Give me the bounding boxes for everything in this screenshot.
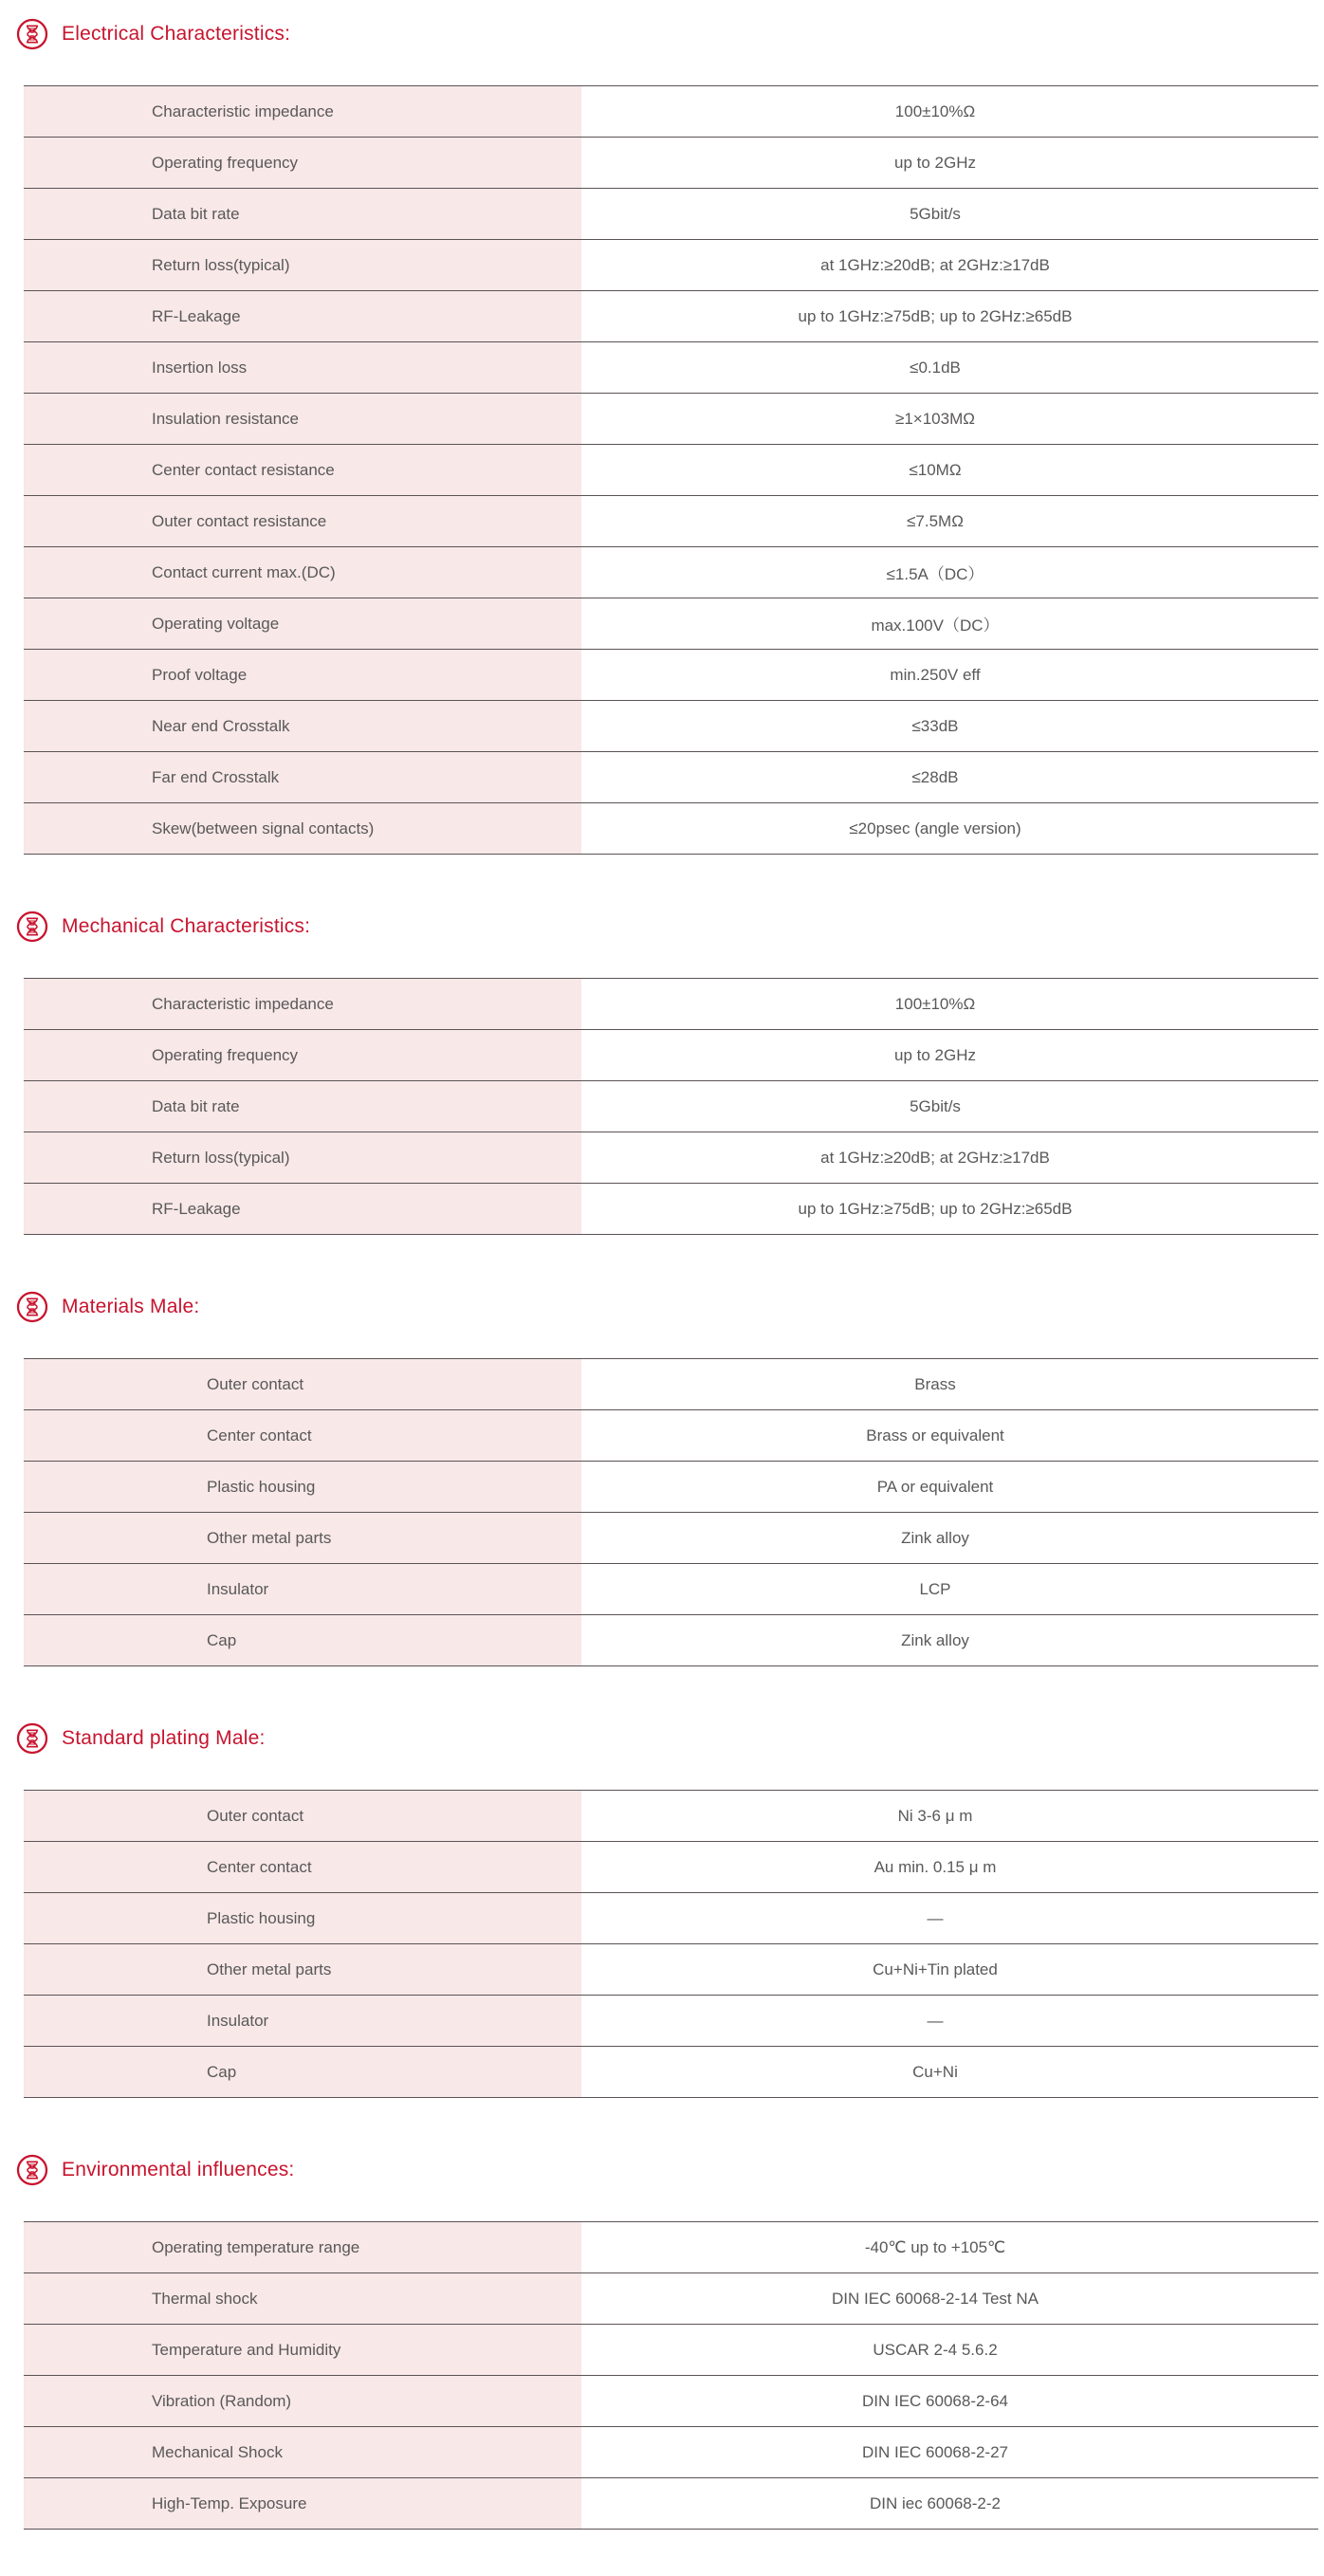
row-value: USCAR 2-4 5.6.2: [581, 2325, 1318, 2376]
row-value: —: [581, 1996, 1318, 2047]
row-label: Insertion loss: [24, 342, 581, 394]
table-row: [24, 1184, 1318, 1235]
section-title: Electrical Characteristics:: [62, 23, 291, 45]
table-row: [24, 2427, 1318, 2478]
table-row: [24, 2047, 1318, 2098]
row-label: Cap: [24, 1615, 581, 1666]
row-label: High-Temp. Exposure: [24, 2478, 581, 2530]
row-value: Brass: [581, 1359, 1318, 1410]
spec-table-body: [24, 2222, 1318, 2530]
spec-section: [0, 2151, 1324, 2530]
table-row: [24, 496, 1318, 547]
table-row: [24, 2222, 1318, 2273]
table-row: [24, 1893, 1318, 1944]
spec-table-body: [24, 1359, 1318, 1666]
row-value: Cu+Ni: [581, 2047, 1318, 2098]
table-row: [24, 1944, 1318, 1996]
table-row: [24, 138, 1318, 189]
table-row: [24, 394, 1318, 445]
row-value: at 1GHz:≥20dB; at 2GHz:≥17dB: [581, 240, 1318, 291]
row-value: up to 1GHz:≥75dB; up to 2GHz:≥65dB: [581, 1184, 1318, 1235]
spec-table-body: [24, 86, 1318, 855]
table-row: [24, 2325, 1318, 2376]
table-row: [24, 2273, 1318, 2325]
row-label: Proof voltage: [24, 650, 581, 701]
row-value: at 1GHz:≥20dB; at 2GHz:≥17dB: [581, 1132, 1318, 1184]
row-label: Insulator: [24, 1996, 581, 2047]
row-label: Other metal parts: [24, 1513, 581, 1564]
table-row: [24, 803, 1318, 855]
section-header: [15, 908, 1324, 946]
dna-hourglass-icon: [15, 910, 49, 944]
row-label: Center contact: [24, 1410, 581, 1462]
spec-sheet-page: [0, 15, 1324, 2530]
spec-table: [24, 2221, 1318, 2530]
row-label: Data bit rate: [24, 189, 581, 240]
table-row: [24, 1410, 1318, 1462]
row-value: ≤20psec (angle version): [581, 803, 1318, 855]
table-row: [24, 189, 1318, 240]
table-row: [24, 445, 1318, 496]
row-label: Thermal shock: [24, 2273, 581, 2325]
row-label: RF-Leakage: [24, 1184, 581, 1235]
spec-table: [24, 1790, 1318, 2098]
row-label: Outer contact: [24, 1791, 581, 1842]
table-row: [24, 650, 1318, 701]
table-row: [24, 1132, 1318, 1184]
row-label: Operating voltage: [24, 598, 581, 650]
row-value: ≤7.5MΩ: [581, 496, 1318, 547]
row-value: ≤1.5A（DC）: [581, 547, 1318, 598]
row-label: Plastic housing: [24, 1462, 581, 1513]
row-label: Plastic housing: [24, 1893, 581, 1944]
table-row: [24, 1564, 1318, 1615]
table-row: [24, 752, 1318, 803]
row-value: ≤33dB: [581, 701, 1318, 752]
row-value: Brass or equivalent: [581, 1410, 1318, 1462]
spec-section: [0, 1720, 1324, 2098]
table-row: [24, 701, 1318, 752]
row-value: Ni 3-6 μ m: [581, 1791, 1318, 1842]
row-value: DIN IEC 60068-2-27: [581, 2427, 1318, 2478]
row-label: Vibration (Random): [24, 2376, 581, 2427]
row-value: up to 2GHz: [581, 138, 1318, 189]
table-row: [24, 547, 1318, 598]
row-label: Characteristic impedance: [24, 979, 581, 1030]
row-label: RF-Leakage: [24, 291, 581, 342]
table-row: [24, 291, 1318, 342]
row-label: Skew(between signal contacts): [24, 803, 581, 855]
row-value: 100±10%Ω: [581, 979, 1318, 1030]
table-row: [24, 1842, 1318, 1893]
row-label: Return loss(typical): [24, 240, 581, 291]
table-row: [24, 2478, 1318, 2530]
section-title: Mechanical Characteristics:: [62, 915, 311, 937]
table-row: [24, 1081, 1318, 1132]
table-row: [24, 979, 1318, 1030]
table-row: [24, 598, 1318, 650]
row-value: up to 1GHz:≥75dB; up to 2GHz:≥65dB: [581, 291, 1318, 342]
row-label: Near end Crosstalk: [24, 701, 581, 752]
sections-root: [0, 15, 1324, 2530]
table-row: [24, 1359, 1318, 1410]
dna-hourglass-icon: [15, 1721, 49, 1756]
row-label: Data bit rate: [24, 1081, 581, 1132]
row-label: Operating frequency: [24, 1030, 581, 1081]
table-row: [24, 342, 1318, 394]
spec-table-body: [24, 979, 1318, 1235]
row-label: Operating frequency: [24, 138, 581, 189]
row-value: 5Gbit/s: [581, 1081, 1318, 1132]
dna-hourglass-icon: [15, 17, 49, 51]
section-header: [15, 2151, 1324, 2189]
row-value: -40℃ up to +105℃: [581, 2222, 1318, 2273]
table-row: [24, 1791, 1318, 1842]
row-value: Zink alloy: [581, 1513, 1318, 1564]
row-label: Other metal parts: [24, 1944, 581, 1996]
row-label: Operating temperature range: [24, 2222, 581, 2273]
row-label: Insulation resistance: [24, 394, 581, 445]
section-header: [15, 15, 1324, 53]
table-row: [24, 1462, 1318, 1513]
row-value: —: [581, 1893, 1318, 1944]
row-value: 5Gbit/s: [581, 189, 1318, 240]
section-title: Environmental influences:: [62, 2159, 295, 2180]
table-row: [24, 1615, 1318, 1666]
table-row: [24, 1030, 1318, 1081]
spec-table: [24, 85, 1318, 855]
row-value: ≤0.1dB: [581, 342, 1318, 394]
row-label: Contact current max.(DC): [24, 547, 581, 598]
row-label: Mechanical Shock: [24, 2427, 581, 2478]
row-label: Insulator: [24, 1564, 581, 1615]
row-value: ≤28dB: [581, 752, 1318, 803]
section-title: Standard plating Male:: [62, 1727, 266, 1749]
row-label: Temperature and Humidity: [24, 2325, 581, 2376]
row-label: Return loss(typical): [24, 1132, 581, 1184]
row-value: max.100V（DC）: [581, 598, 1318, 650]
row-value: min.250V eff: [581, 650, 1318, 701]
row-value: LCP: [581, 1564, 1318, 1615]
section-header: [15, 1720, 1324, 1757]
row-value: 100±10%Ω: [581, 86, 1318, 138]
dna-hourglass-icon: [15, 2153, 49, 2187]
row-value: DIN IEC 60068-2-64: [581, 2376, 1318, 2427]
row-label: Cap: [24, 2047, 581, 2098]
dna-hourglass-icon: [15, 1290, 49, 1324]
row-label: Outer contact resistance: [24, 496, 581, 547]
table-row: [24, 1996, 1318, 2047]
row-label: Outer contact: [24, 1359, 581, 1410]
table-row: [24, 86, 1318, 138]
table-row: [24, 240, 1318, 291]
row-value: Cu+Ni+Tin plated: [581, 1944, 1318, 1996]
row-value: Au min. 0.15 μ m: [581, 1842, 1318, 1893]
table-row: [24, 2376, 1318, 2427]
row-value: DIN iec 60068-2-2: [581, 2478, 1318, 2530]
spec-section: [0, 15, 1324, 855]
spec-table: [24, 1358, 1318, 1666]
table-row: [24, 1513, 1318, 1564]
spec-table: [24, 978, 1318, 1235]
row-value: ≤10MΩ: [581, 445, 1318, 496]
row-value: PA or equivalent: [581, 1462, 1318, 1513]
row-value: ≥1×103MΩ: [581, 394, 1318, 445]
row-label: Far end Crosstalk: [24, 752, 581, 803]
row-label: Characteristic impedance: [24, 86, 581, 138]
row-value: Zink alloy: [581, 1615, 1318, 1666]
row-value: DIN IEC 60068-2-14 Test NA: [581, 2273, 1318, 2325]
row-label: Center contact: [24, 1842, 581, 1893]
spec-section: [0, 908, 1324, 1235]
spec-table-body: [24, 1791, 1318, 2098]
section-header: [15, 1288, 1324, 1326]
row-label: Center contact resistance: [24, 445, 581, 496]
section-title: Materials Male:: [62, 1296, 200, 1317]
spec-section: [0, 1288, 1324, 1666]
row-value: up to 2GHz: [581, 1030, 1318, 1081]
